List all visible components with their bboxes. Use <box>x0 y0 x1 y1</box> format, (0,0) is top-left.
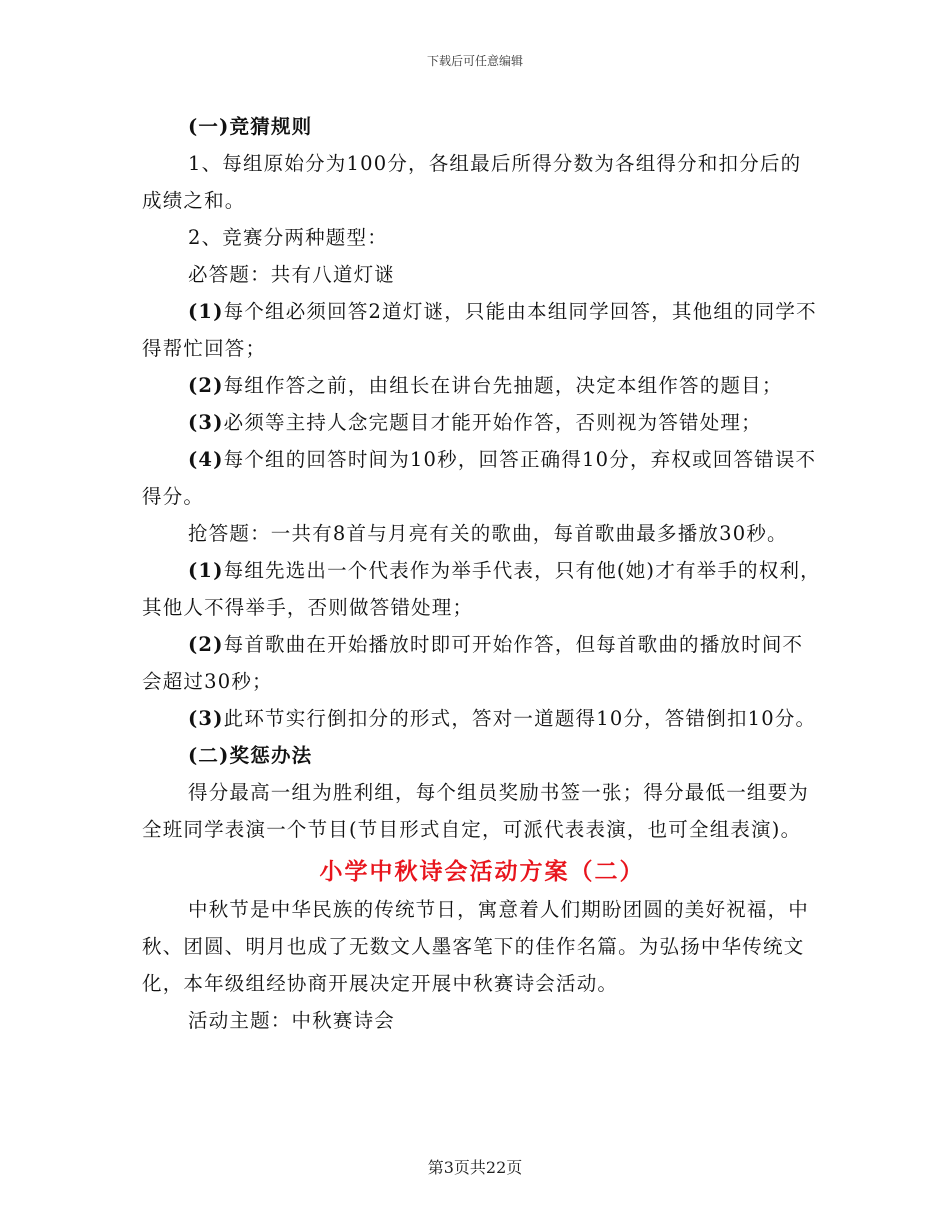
document-body <box>142 108 822 1039</box>
item-text: 每组先选出一个代表作为举手代表，只有他(她)才有举手的权利，其他人不得举手，否则做答错处理； <box>142 559 821 619</box>
item-text: 每个组的回答时间为10秒，回答正确得10分，弃权或回答错误不得分。 <box>142 448 817 508</box>
rush-item-3 <box>142 700 822 737</box>
section-heading-rewards: (二)奖惩办法 <box>188 744 313 767</box>
rush-questions-title: 抢答题：一共有8首与月亮有关的歌曲，每首歌曲最多播放30秒。 <box>188 522 788 545</box>
item-number: (3) <box>188 707 224 730</box>
item-number: (1) <box>188 559 224 582</box>
plan-2-title: 小学中秋诗会活动方案（二） <box>319 858 645 885</box>
page-header: 下载后可任意编辑 <box>426 54 523 68</box>
plan-2-theme: 活动主题：中秋赛诗会 <box>188 1009 396 1032</box>
required-item-1 <box>142 293 822 367</box>
section-heading-rules: (一)竞猜规则 <box>188 115 313 138</box>
item-number: (2) <box>188 633 224 656</box>
rule-2: 2、竞赛分两种题型： <box>188 226 388 249</box>
item-number: (2) <box>188 374 224 397</box>
rule-1: 1、每组原始分为100分，各组最后所得分数为各组得分和扣分后的成绩之和。 <box>142 152 802 212</box>
rush-item-2 <box>142 626 822 700</box>
required-item-3 <box>142 404 822 441</box>
item-text: 此环节实行倒扣分的形式，答对一道题得10分，答错倒扣10分。 <box>223 707 817 730</box>
item-text: 每个组必须回答2道灯谜，只能由本组同学回答，其他组的同学不得帮忙回答； <box>142 300 817 360</box>
item-number: (1) <box>188 300 224 323</box>
plan-2-intro: 中秋节是中华民族的传统节日，寓意着人们期盼团圆的美好祝福，中秋、团圆、明月也成了无数文人墨客笔下的佳作名篇。为弘扬中华传统文化，本年级组经协商开展决定开展中秋赛诗会活动。 <box>142 898 810 995</box>
item-number: (3) <box>188 411 224 434</box>
required-questions-title: 必答题：共有八道灯谜 <box>188 263 396 286</box>
required-item-4 <box>142 441 822 515</box>
item-text: 每组作答之前，由组长在讲台先抽题，决定本组作答的题目； <box>223 374 783 397</box>
item-text: 每首歌曲在开始播放时即可开始作答，但每首歌曲的播放时间不会超过30秒； <box>142 633 804 693</box>
rewards-text: 得分最高一组为胜利组，每个组员奖励书签一张；得分最低一组要为全班同学表演一个节目(节目形式自定，可派代表表演，也可全组表演)。 <box>142 781 810 841</box>
page-footer: 第3页共22页 <box>427 1158 523 1177</box>
item-text: 必须等主持人念完题目才能开始作答，否则视为答错处理； <box>223 411 762 434</box>
required-item-2 <box>142 367 822 404</box>
rush-item-1 <box>142 552 822 626</box>
item-number: (4) <box>188 448 224 471</box>
